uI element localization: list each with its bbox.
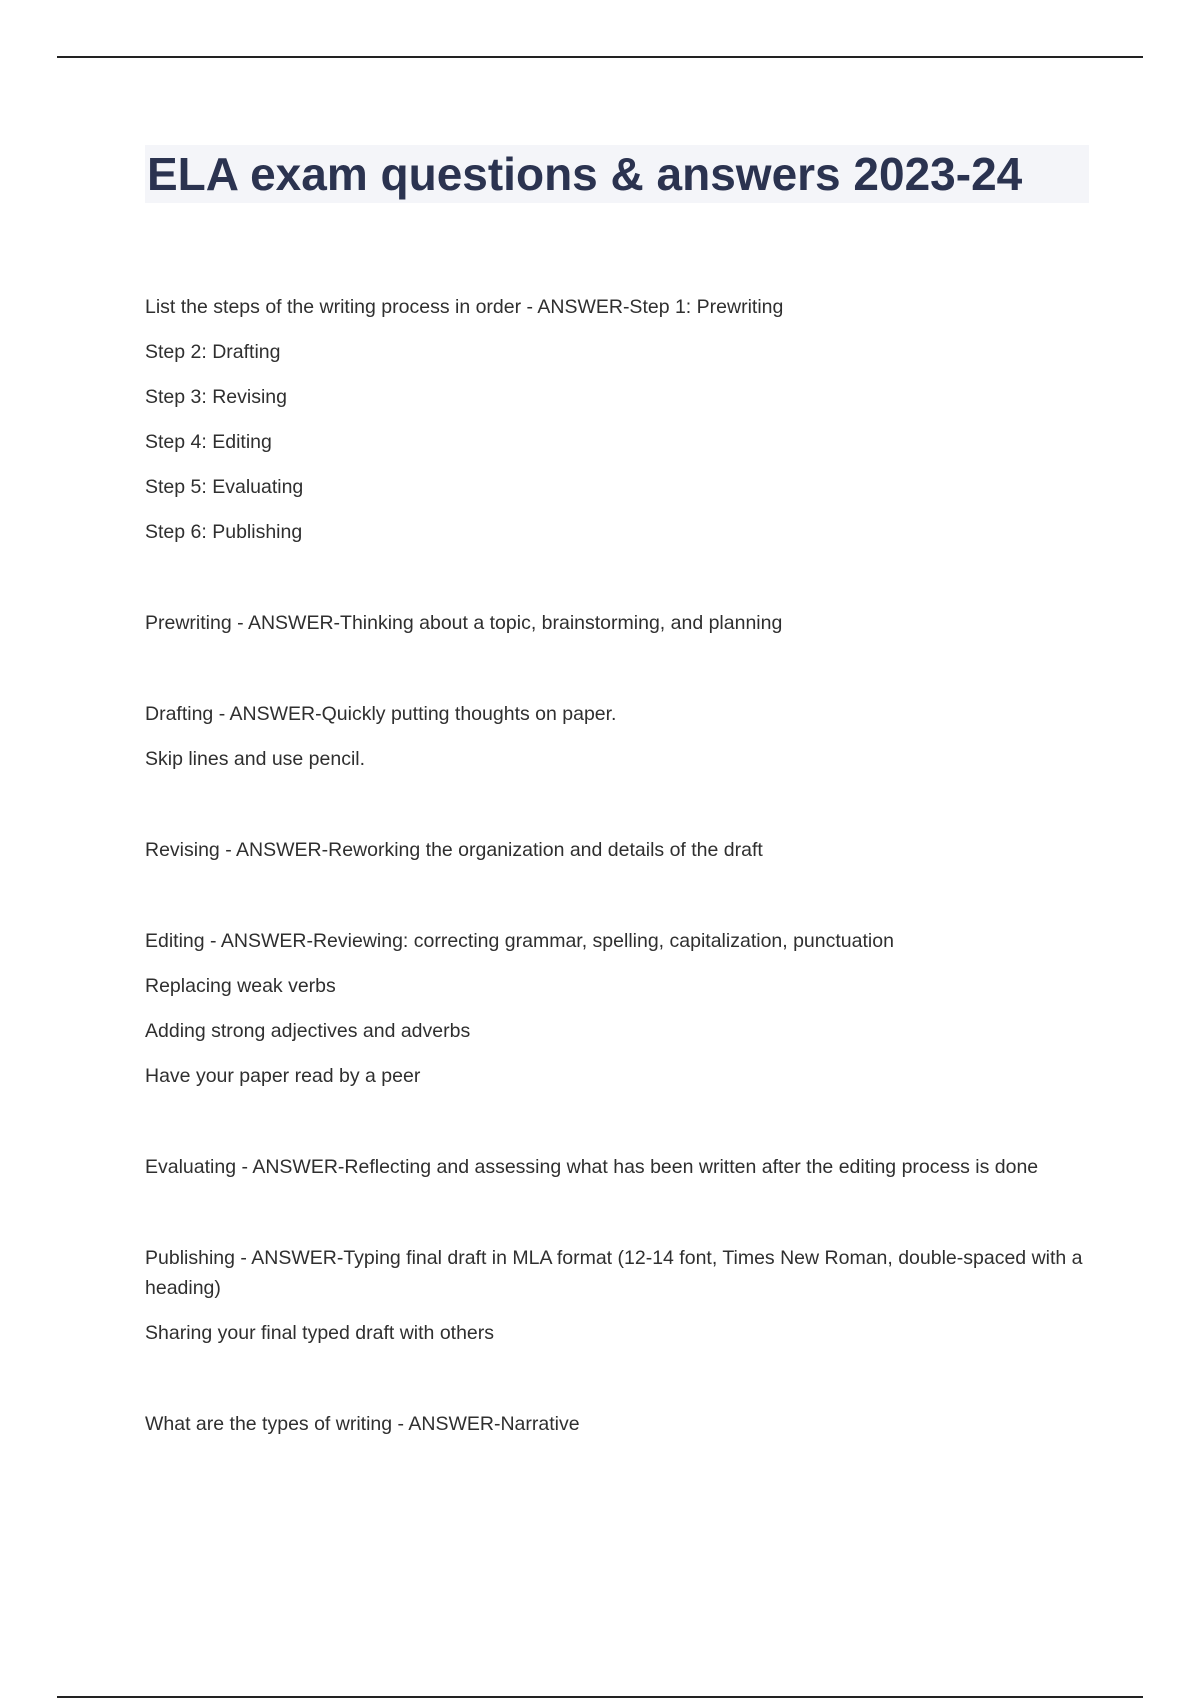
qa-line: Adding strong adjectives and adverbs <box>145 1020 471 1042</box>
qa-entry-prewriting <box>145 608 1085 638</box>
bottom-rule <box>57 1696 1143 1698</box>
qa-line: Sharing your final typed draft with others <box>145 1322 495 1344</box>
qa-line: Publishing - ANSWER-Typing final draft in MLA format (12-14 font, Times New Roman, double-spaced with a heading) <box>145 1247 1083 1299</box>
qa-entry-publishing <box>145 1243 1085 1348</box>
qa-entry-types-of-writing <box>145 1409 1085 1439</box>
qa-line: Step 4: Editing <box>145 431 272 453</box>
document-title: ELA exam questions & answers 2023-24 <box>147 148 1023 200</box>
qa-content <box>145 292 1085 1500</box>
qa-line: Editing - ANSWER-Reviewing: correcting grammar, spelling, capitalization, punctuation <box>145 930 894 952</box>
qa-entry-drafting <box>145 699 1085 774</box>
qa-line: Have your paper read by a peer <box>145 1065 421 1087</box>
qa-line: Evaluating - ANSWER-Reflecting and assessing what has been written after the editing process is done <box>145 1156 1039 1178</box>
qa-entry-revising <box>145 835 1085 865</box>
qa-line: List the steps of the writing process in order - ANSWER-Step 1: Prewriting <box>145 296 784 318</box>
qa-line: Skip lines and use pencil. <box>145 748 366 770</box>
qa-line: Revising - ANSWER-Reworking the organization and details of the draft <box>145 839 763 861</box>
top-rule <box>57 56 1143 58</box>
qa-line: Step 3: Revising <box>145 386 287 408</box>
qa-line: Step 2: Drafting <box>145 341 281 363</box>
qa-line: Step 6: Publishing <box>145 521 303 543</box>
qa-entry-evaluating <box>145 1152 1085 1182</box>
qa-entry-writing-steps <box>145 292 1085 547</box>
qa-line: Prewriting - ANSWER-Thinking about a topic, brainstorming, and planning <box>145 612 783 634</box>
qa-entry-editing <box>145 926 1085 1091</box>
qa-line: Drafting - ANSWER-Quickly putting thoughts on paper. <box>145 703 617 725</box>
title-highlight <box>145 145 1089 203</box>
qa-line: Replacing weak verbs <box>145 975 336 997</box>
qa-line: What are the types of writing - ANSWER-Narrative <box>145 1413 580 1435</box>
qa-line: Step 5: Evaluating <box>145 476 304 498</box>
